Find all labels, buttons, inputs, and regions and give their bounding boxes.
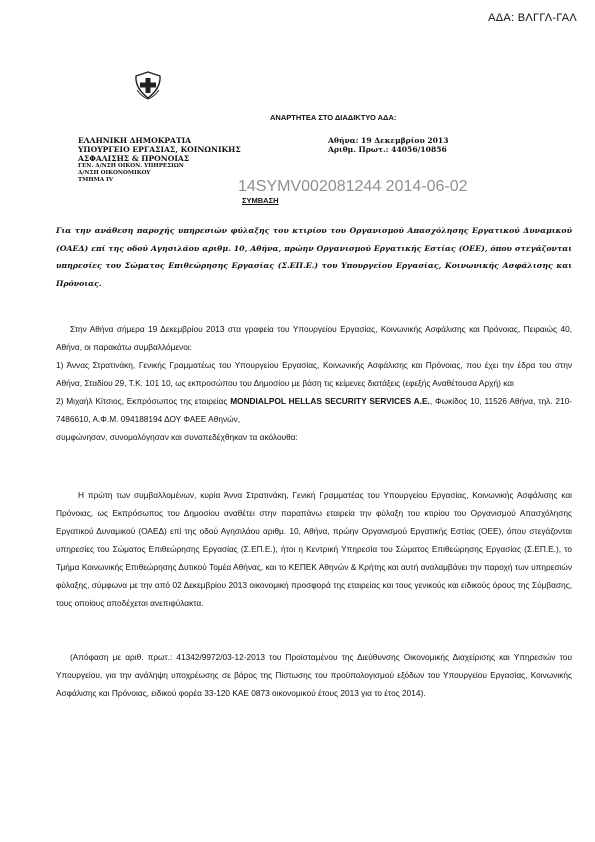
intro-section — [56, 320, 572, 446]
header-line: ΕΛΛΗΝΙΚΗ ΔΗΜΟΚΡΑΤΙΑ — [78, 136, 192, 145]
contract-title: ΣΥΜΒΑΣΗ — [242, 196, 279, 205]
party-2 — [56, 392, 572, 428]
contract-subject: Για την ανάθεση παροχής υπηρεσιών φύλαξης του κτιρίου του Οργανισμού Απασχόλησης Εργατικού Δυναμικού (ΟΑΕΔ) επί της οδού Αγησιλάου αριθμ. 10, Αθήνα, πρώην Οργανισμού Εργατικής Εστίας (ΟΕΕ), όπου στεγάζονται υπηρεσίες του Σώματος Επιθεώρησης Εργασίας (Σ.ΕΠ.Ε.) του Υπουργείου Εργασίας, Κοινωνικής Ασφάλισης και Πρόνοιας. — [56, 226, 572, 288]
party-2-prefix: 2) Μιχαήλ Κίτσιος, Εκπρόσωπος της εταιρείας — [56, 396, 231, 406]
greek-emblem-icon — [133, 70, 163, 100]
party-2-rest: , Φωκίδος 10, 11526 Αθήνα, τηλ. 210-7486610, Α.Φ.Μ. 094188194 ΔΟΥ ΦΑΕΕ Αθηνών, — [56, 396, 573, 424]
header-line: ΑΣΦΑΛΙΣΗΣ & ΠΡΟΝΟΙΑΣ — [78, 154, 190, 163]
main-section — [56, 486, 572, 612]
main-paragraph: Η πρώτη των συμβαλλομένων, κυρία Άννα Στρατινάκη, Γενική Γραμματέας του Υπουργείου Εργασίας, Κοινωνικής Ασφάλισης και Πρόνοιας, ως Εκπρόσωπος του Δημοσίου αναθέτει στην παραπάνω εταιρεία την φύλαξη του κτιρίου του Οργανισμού Απασχόλησης Εργατικού Δυναμικού (ΟΑΕΔ) επί της οδού Αγησιλάου αριθμ. 10, Αθήνα, πρώην Οργανισμού Εργατικής Εστίας (ΟΕΕ), όπου στεγάζονται υπηρεσίες του Σώματος Επιθεώρησης Εργασίας (Σ.ΕΠ.Ε.), ήτοι η Κεντρική Υπηρεσία του Σώματος Επιθεώρησης Εργασίας (Σ.ΕΠ.Ε.), το Τμήμα Κοινωνικής Επιθεώρησης Δυτικού Τομέα Αθήνας, και το ΚΕΠΕΚ Αθηνών & Κρήτης και αυτή αναλαμβάνει την παροχή των υπηρεσιών φύλαξης, σύμφωνα με την από 02 Δεκεμβρίου 2013 οικονομική προσφορά της εταιρείας και τους γενικούς και ειδικούς όρους της Σύμβασης, τους οποίους αποδέχεται ανεπιφύλακτα. — [56, 490, 572, 608]
letterhead-left — [78, 136, 241, 185]
header-line: ΤΜΗΜΑ IV — [78, 177, 114, 184]
document-stamp: 14SYMV002081244 2014-06-02 — [238, 178, 468, 195]
letterhead-right — [328, 136, 449, 154]
posting-title: ΑΝΑΡΤΗΤΕΑ ΣΤΟ ΔΙΑΔΙΚΤΥΟ ΑΔΑ: — [270, 113, 397, 122]
ada-number: ΑΔΑ: ΒΛΓΓΛ-ΓΑΛ — [488, 12, 577, 24]
agreed-line: συμφώνησαν, συνομολόγησαν και συναπεδέχθηκαν τα ακόλουθα: — [56, 432, 298, 442]
party-1: 1) Άννας Στρατινάκη, Γενικής Γραμματέως του Υπουργείου Εργασίας, Κοινωνικής Ασφάλισης και Πρόνοιας, που έχει την έδρα του στην Αθήνα, Σταδίου 29, Τ.Κ. 101 10, ως εκπροσώπου του Δημοσίου με βάση τις κείμενες διατάξεις (εφεξής Αναθέτουσα Αρχή) και — [56, 360, 572, 388]
party-2-company: MONDIALPOL HELLAS SECURITY SERVICES A.E. — [230, 396, 430, 406]
header-line: Δ/ΝΣΗ ΟΙΚΟΝΟΜΙΚΟΥ — [78, 170, 151, 177]
decision-paragraph: (Απόφαση με αριθ. πρωτ.: 41342/9972/03-12-2013 του Προϊσταμένου της Διεύθυνσης Οικονομικής Διαχείρισης και Υπηρεσιών του Υπουργείου, για την ανάληψη υποχρέωσης σε βάρος της Πίστωσης του προϋπολογισμού εξόδων του Υπουργείου Εργασίας, Κοινωνικής Ασφάλισης και Πρόνοιας, ειδικού φορέα 33-120 ΚΑΕ 0873 οικονομικού έτους 2013 για το έτος 2014). — [56, 652, 572, 698]
intro-paragraph: Στην Αθήνα σήμερα 19 Δεκεμβρίου 2013 στα γραφεία του Υπουργείου Εργασίας, Κοινωνικής Ασφάλισης και Πρόνοιας, Πειραιώς 40, Αθήνα, οι παρακάτω συμβαλλόμενοι: — [56, 324, 572, 352]
header-line: ΥΠΟΥΡΓΕΙΟ ΕΡΓΑΣΙΑΣ, ΚΟΙΝΩΝΙΚΗΣ — [78, 145, 241, 154]
header-protocol: Αριθμ. Πρωτ.: 44056/10856 — [328, 145, 447, 154]
decision-section — [56, 648, 572, 702]
header-line: ΓΕΝ. Δ/ΝΣΗ ΟΙΚΟΝ. ΥΠΗΡΕΣΙΩΝ — [78, 163, 184, 169]
header-date: Αθήνα: 19 Δεκεμβρίου 2013 — [328, 136, 449, 145]
